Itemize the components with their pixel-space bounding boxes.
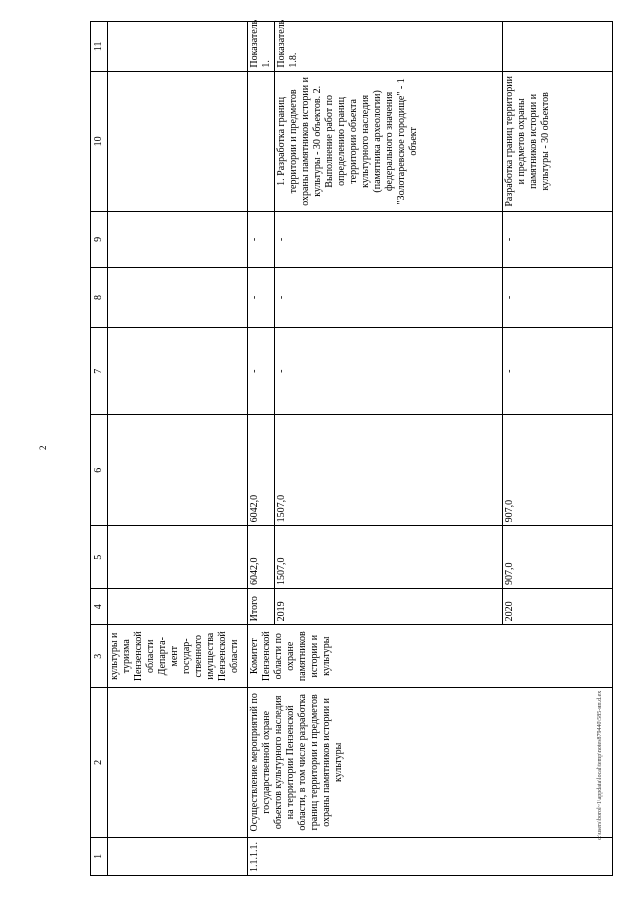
header-cell-1: 1 [91, 837, 108, 875]
result-2020: Разработка границ территории и предметов охраны памятников истории и культуры - 30 объектов [503, 71, 613, 211]
header-cell-3: 3 [91, 625, 108, 688]
carry-row [108, 22, 248, 876]
col7-2019: - [275, 328, 503, 415]
responsible-carry: культуры и туризма Пензенской области Департа-мент государ-ственного имущества Пензенской области [108, 625, 248, 688]
responsible-executor: Комитет Пензенской области по охране памятников истории и культуры [248, 625, 613, 688]
header-cell-5: 5 [91, 526, 108, 589]
itogo-col9: - [248, 212, 275, 268]
header-cell-11: 11 [91, 22, 108, 72]
page-number: 2 [38, 445, 48, 450]
header-cell-4: 4 [91, 589, 108, 625]
indicator-2019: Показатель 1.8. [275, 22, 503, 72]
footer-file-path: c:\users\borol~1\appdata\local\temp\notes879440\585-ип.d.ex [597, 690, 603, 840]
itogo-row [248, 22, 275, 876]
header-cell-10: 10 [91, 71, 108, 211]
measure-number: 1.1.1.1. [248, 837, 613, 875]
itogo-label: Итого [248, 589, 275, 625]
budget-2020: 907,0 [503, 415, 613, 526]
budget-2019: 1507,0 [275, 415, 503, 526]
header-row [91, 22, 108, 876]
col8-2020: - [503, 267, 613, 328]
header-cell-2: 2 [91, 688, 108, 838]
itogo-budget: 6042,0 [248, 415, 275, 526]
year-2019: 2019 [275, 589, 503, 625]
col9-2019: - [275, 212, 503, 268]
itogo-col10 [248, 71, 275, 211]
result-2019: 1. Разработка границ территории и предметов охраны памятников истории и культуры - 30 объектов. 2. Выполнение работ по определению границ территории объекта культурного наследия (памятника археологии) федерального значения "Золотаревское городище" - 1 объект [275, 71, 503, 211]
header-cell-9: 9 [91, 212, 108, 268]
header-cell-8: 8 [91, 267, 108, 328]
itogo-total: 6042,0 [248, 526, 275, 589]
itogo-col8: - [248, 267, 275, 328]
total-2020: 907,0 [503, 526, 613, 589]
data-table [90, 21, 613, 876]
rotated-table-container [90, 21, 610, 876]
col9-2020: - [503, 212, 613, 268]
year-2020: 2020 [503, 589, 613, 625]
total-2019: 1507,0 [275, 526, 503, 589]
itogo-col7: - [248, 328, 275, 415]
measure-description: Осуществление мероприятий по государственной охране объектов культурного наследия на территории Пензенской области, в том числе разработка границ территории и предметов охраны памятников истории и культуры [248, 688, 613, 838]
col7-2020: - [503, 328, 613, 415]
col8-2019: - [275, 267, 503, 328]
header-cell-7: 7 [91, 328, 108, 415]
header-cell-6: 6 [91, 415, 108, 526]
itogo-indicator: Показатель 1. [248, 22, 275, 72]
